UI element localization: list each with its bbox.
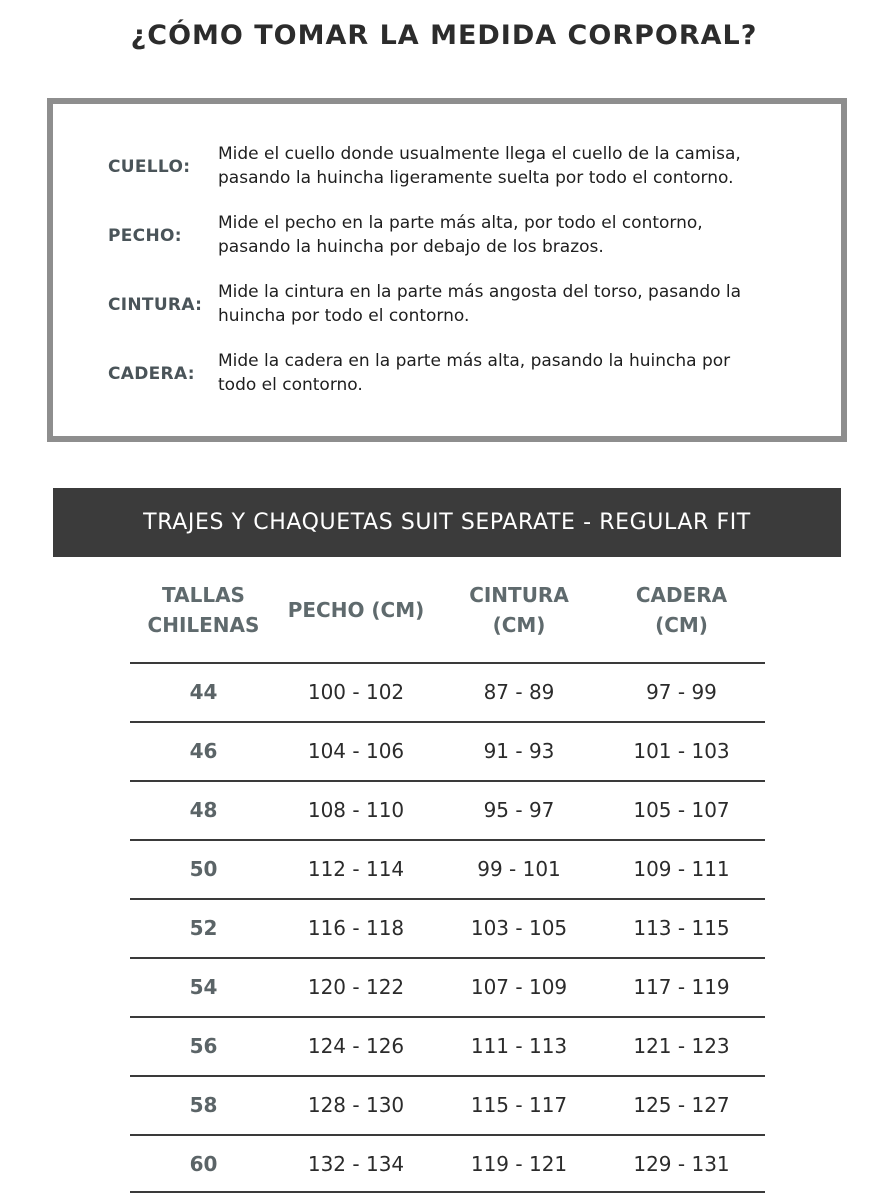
guide-label-cuello: CUELLO: <box>108 157 191 177</box>
table-row <box>130 1134 765 1193</box>
guide-text-pecho-line1: Mide el pecho en la parte más alta, por todo el contorno, <box>218 213 703 233</box>
column-header-cadera <box>603 580 760 640</box>
column-header-cintura-line1: CINTURA <box>469 583 569 607</box>
guide-row-cintura <box>53 277 841 333</box>
cell-pecho: 104 - 106 <box>307 739 405 763</box>
cell-cadera: 129 - 131 <box>633 1152 730 1176</box>
table-row <box>130 1016 765 1075</box>
guide-row-cuello <box>53 139 841 195</box>
size-table <box>130 662 765 1193</box>
table-row <box>130 662 765 721</box>
cell-cintura: 99 - 101 <box>477 857 561 881</box>
cell-cadera: 125 - 127 <box>633 1093 730 1117</box>
cell-cintura: 103 - 105 <box>470 916 568 940</box>
column-header-tallas-line2: CHILENAS <box>147 613 260 637</box>
cell-cadera: 109 - 111 <box>633 857 730 881</box>
guide-label-cadera: CADERA: <box>108 364 195 384</box>
guide-label-pecho: PECHO: <box>108 226 182 246</box>
cell-pecho: 128 - 130 <box>307 1093 405 1117</box>
table-row <box>130 721 765 780</box>
cell-pecho: 124 - 126 <box>307 1034 405 1058</box>
guide-label-cintura: CINTURA: <box>108 295 203 315</box>
cell-talla: 58 <box>189 1093 218 1117</box>
size-table-title: TRAJES Y CHAQUETAS SUIT SEPARATE - REGULAR FIT <box>53 488 841 557</box>
cell-cintura: 91 - 93 <box>483 739 555 763</box>
cell-cadera: 105 - 107 <box>633 798 730 822</box>
cell-talla: 48 <box>189 798 218 822</box>
cell-pecho: 132 - 134 <box>307 1152 405 1176</box>
cell-cintura: 107 - 109 <box>470 975 568 999</box>
cell-cintura: 95 - 97 <box>483 798 555 822</box>
cell-cadera: 97 - 99 <box>646 680 717 704</box>
cell-cadera: 117 - 119 <box>633 975 730 999</box>
page-title: ¿CÓMO TOMAR LA MEDIDA CORPORAL? <box>130 20 758 51</box>
table-row <box>130 1075 765 1134</box>
cell-cintura: 111 - 113 <box>470 1034 568 1058</box>
cell-cintura: 87 - 89 <box>483 680 555 704</box>
column-header-tallas <box>130 580 277 640</box>
guide-text-cintura <box>218 280 818 328</box>
measurement-guide-box <box>47 98 847 442</box>
column-header-pecho <box>277 595 435 625</box>
table-row <box>130 839 765 898</box>
guide-text-cintura-line2: huincha por todo el contorno. <box>218 306 470 326</box>
column-header-cintura <box>435 580 603 640</box>
column-header-cadera-line2: (CM) <box>655 613 708 637</box>
table-row <box>130 780 765 839</box>
cell-talla: 56 <box>189 1034 218 1058</box>
column-header-cintura-line2: (CM) <box>492 613 546 637</box>
cell-pecho: 108 - 110 <box>307 798 405 822</box>
guide-text-cadera <box>218 349 818 397</box>
table-row <box>130 898 765 957</box>
guide-text-cuello-line2: pasando la huincha ligeramente suelta por todo el contorno. <box>218 168 734 188</box>
cell-cadera: 121 - 123 <box>633 1034 730 1058</box>
cell-talla: 46 <box>189 739 218 763</box>
guide-row-pecho <box>53 208 841 264</box>
cell-pecho: 112 - 114 <box>307 857 405 881</box>
cell-cintura: 115 - 117 <box>470 1093 568 1117</box>
column-header-tallas-line1: TALLAS <box>162 583 245 607</box>
cell-talla: 44 <box>189 680 218 704</box>
cell-pecho: 116 - 118 <box>307 916 405 940</box>
cell-cadera: 101 - 103 <box>633 739 730 763</box>
cell-talla: 52 <box>189 916 218 940</box>
guide-row-cadera <box>53 346 841 402</box>
guide-text-pecho-line2: pasando la huincha por debajo de los brazos. <box>218 237 604 257</box>
cell-talla: 50 <box>189 857 218 881</box>
cell-pecho: 100 - 102 <box>307 680 405 704</box>
guide-text-cuello-line1: Mide el cuello donde usualmente llega el cuello de la camisa, <box>218 144 741 164</box>
cell-pecho: 120 - 122 <box>307 975 405 999</box>
column-header-pecho-line1: PECHO (CM) <box>287 598 425 622</box>
guide-text-cadera-line1: Mide la cadera en la parte más alta, pasando la huincha por <box>218 351 731 371</box>
column-header-cadera-line1: CADERA <box>635 583 728 607</box>
cell-cintura: 119 - 121 <box>470 1152 568 1176</box>
guide-text-cintura-line1: Mide la cintura en la parte más angosta del torso, pasando la <box>218 282 742 302</box>
guide-text-cuello <box>218 142 818 190</box>
cell-talla: 60 <box>189 1152 218 1176</box>
cell-talla: 54 <box>189 975 218 999</box>
guide-text-pecho <box>218 211 818 259</box>
guide-text-cadera-line2: todo el contorno. <box>218 375 363 395</box>
cell-cadera: 113 - 115 <box>633 916 730 940</box>
table-row <box>130 957 765 1016</box>
